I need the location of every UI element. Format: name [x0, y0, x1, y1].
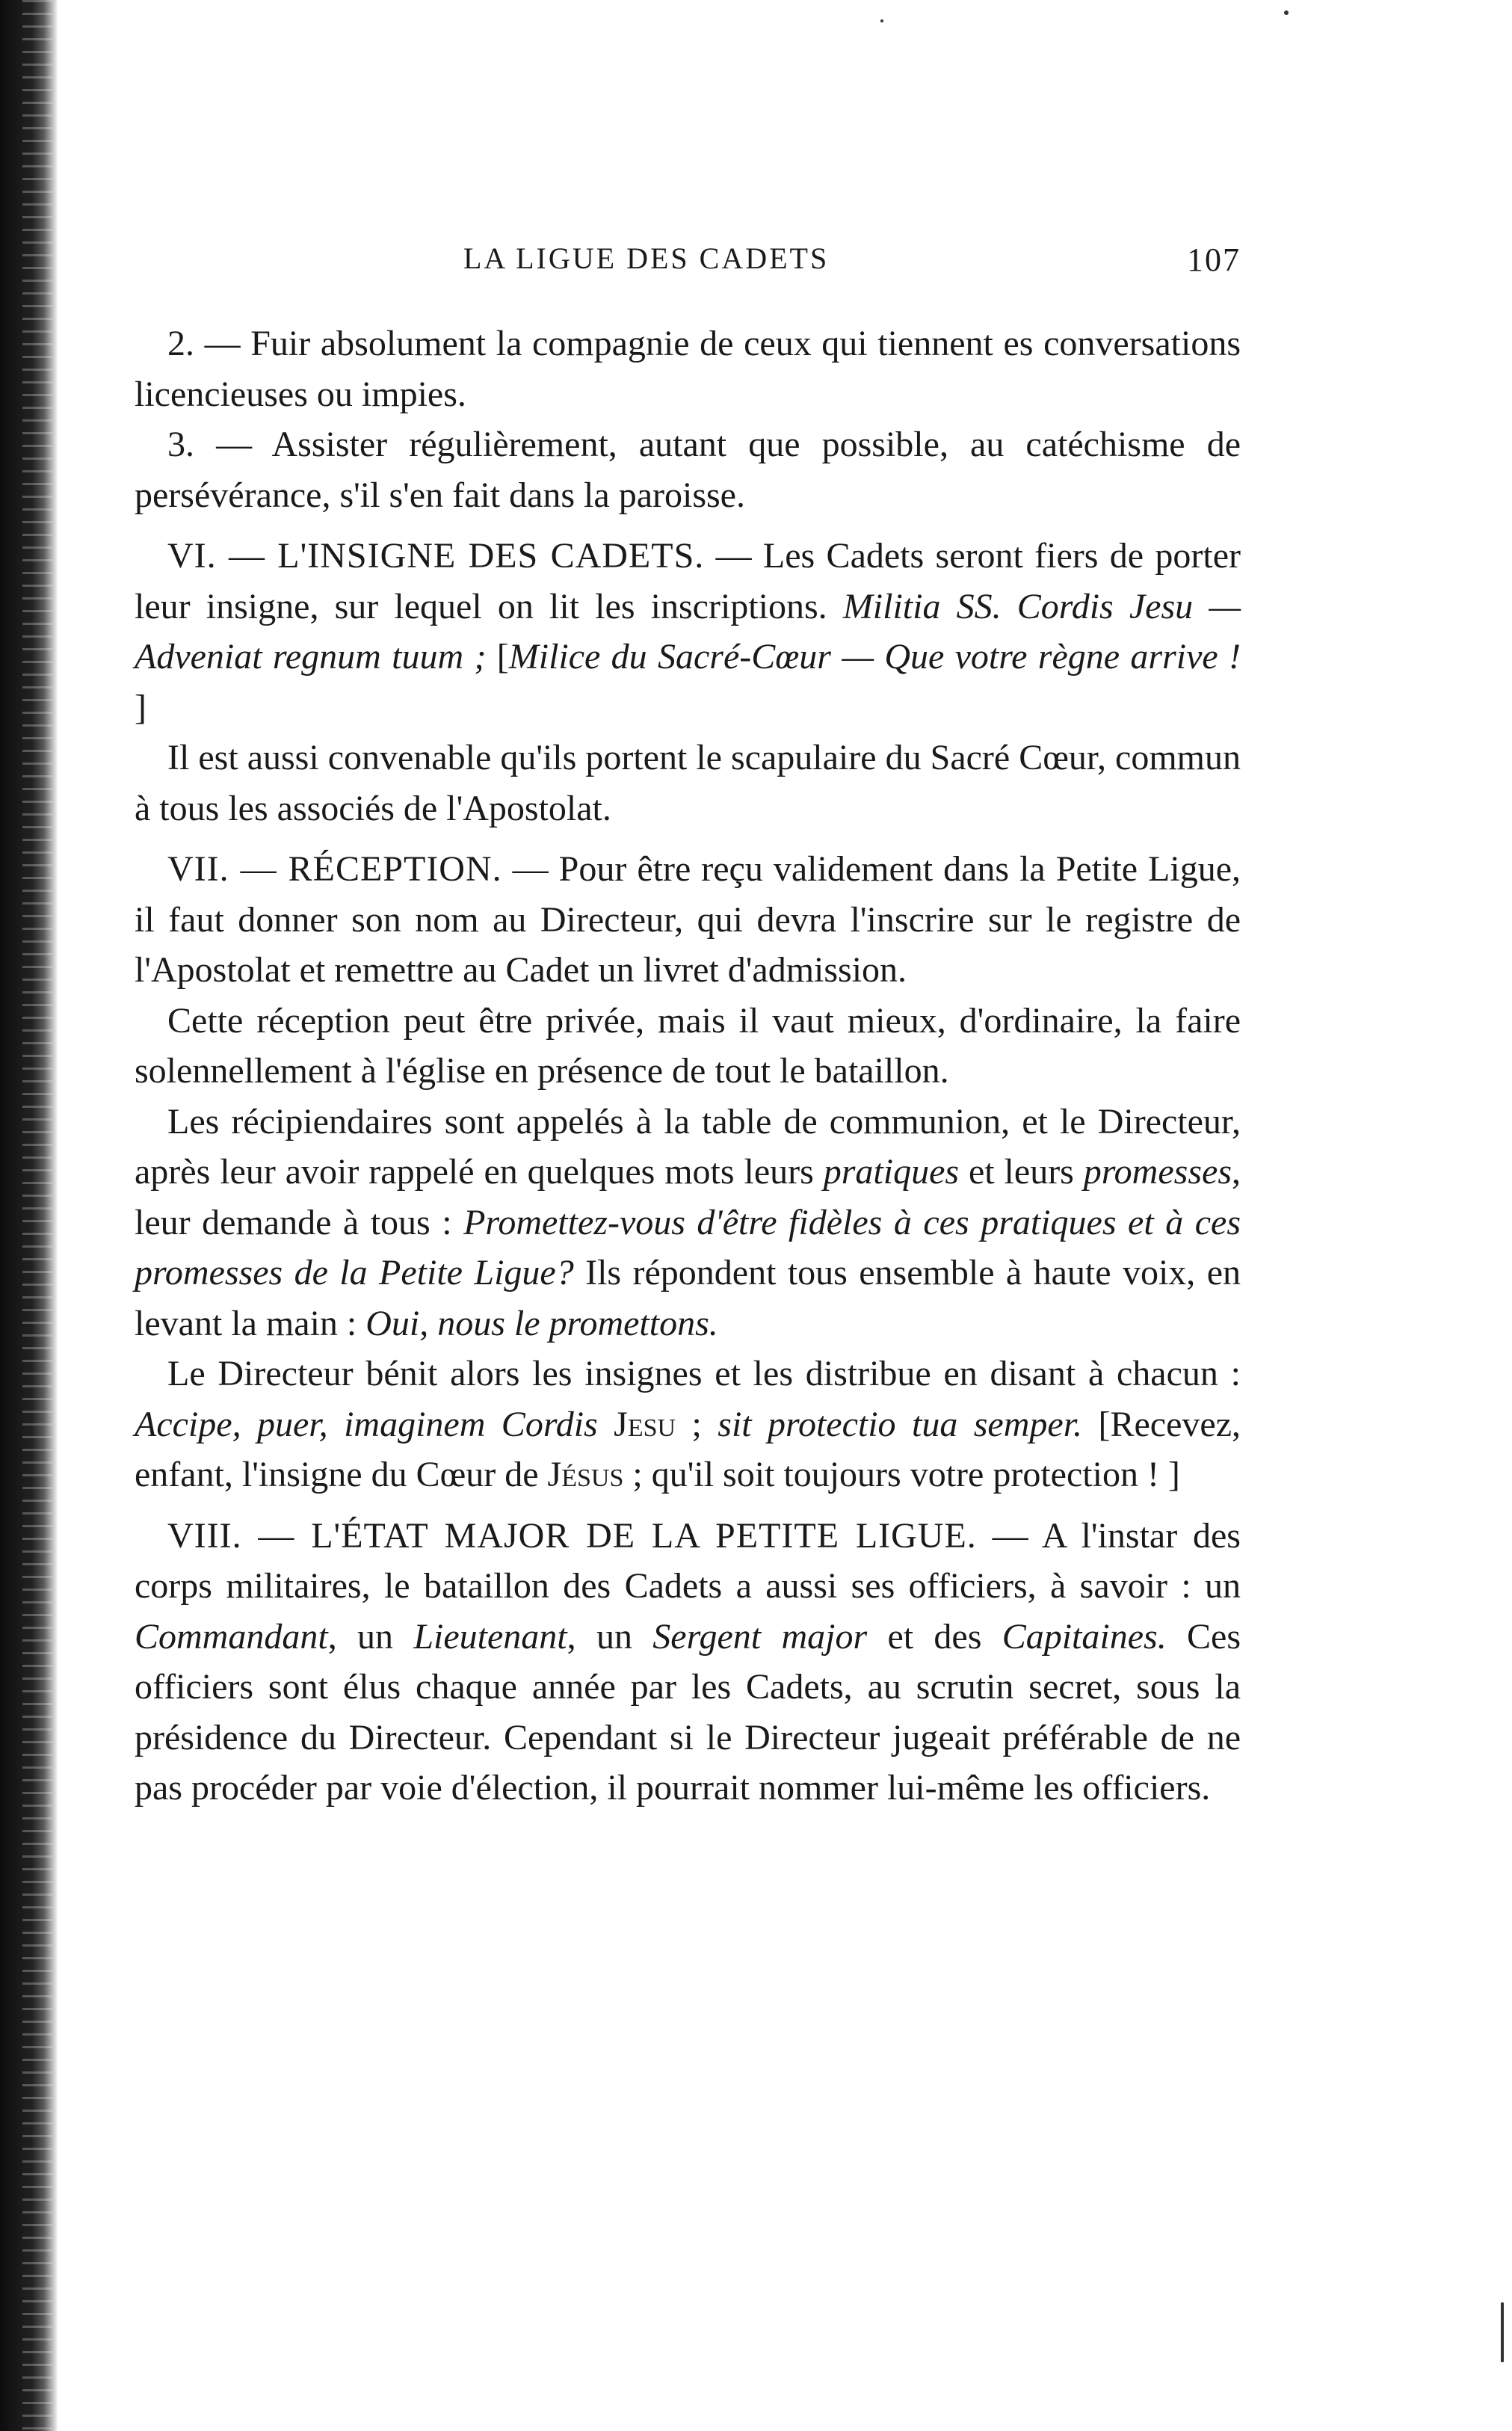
bracket-open: [ — [486, 637, 509, 677]
text-run: Ces officiers sont élus chaque année par les Cadets, au scrutin secret, sous la présidence du Directeur. Cependant si le Directeur jugeait préférable de ne pas procéder par voie d'élection, il pourrait nommer lui-même les officiers. — [135, 1616, 1241, 1808]
paragraph-reception — [135, 996, 1241, 1097]
paragraph-section-vi — [135, 531, 1241, 733]
text-run: ; — [676, 1404, 718, 1444]
scan-speck — [880, 19, 883, 22]
italic-run: pratiques — [823, 1152, 960, 1192]
text-run: , un — [327, 1616, 414, 1657]
italic-answer: Oui, nous le promettons. — [365, 1303, 718, 1343]
page-number: 107 — [1187, 241, 1241, 278]
paragraph-section-vii — [135, 844, 1241, 996]
small-caps-run: Jesu — [597, 1404, 676, 1444]
text-run: et leurs — [959, 1152, 1084, 1192]
paragraph-text: 3. — Assister régulièrement, autant que possible, au catéchisme de persévérance, s'il s'en fait dans la paroisse. — [135, 425, 1241, 515]
page-binding-texture — [22, 0, 52, 2431]
text-run: Les récipiendaires sont appelés à la table de communion, et le Directeur, après leur avoir rappelé en quelques mots leurs — [135, 1101, 1241, 1192]
italic-run: Accipe, puer, imaginem Cordis — [135, 1404, 598, 1444]
text-run: , leur demande à tous : — [135, 1152, 1241, 1242]
italic-inscription: Militia SS. Cordis Jesu — Adveniat regnum tuum ; — [135, 586, 1241, 677]
text-run: Le Directeur bénit alors les insignes et les distribue en disant à chacun : — [167, 1354, 1241, 1393]
section-heading: VI. — L'INSIGNE DES CADETS. — [167, 536, 705, 576]
paragraph-recipiendaires — [135, 1097, 1241, 1349]
italic-translation: Milice du Sacré-Cœur — Que votre règne arrive ! — [508, 637, 1241, 677]
paragraph-benediction — [135, 1349, 1241, 1500]
paragraph-rule-3 — [135, 419, 1241, 520]
scan-speck — [1284, 10, 1289, 15]
italic-run: Capitaines. — [1002, 1616, 1167, 1657]
paragraph-text: — Pour être reçu validement dans la Petite Ligue, il faut donner son nom au Directeur, qui devra l'inscrire sur le registre de l'Apostolat et remettre au Cadet un livret d'admission. — [135, 849, 1241, 990]
text-run: ; qu'il soit toujours votre protection ! ] — [623, 1455, 1180, 1494]
italic-run: Sergent major — [652, 1616, 868, 1657]
italic-run: Lieutenant — [413, 1616, 567, 1657]
body-text — [135, 318, 1241, 1814]
paragraph-text: 2. — Fuir absolument la compagnie de ceux qui tiennent es conversations licencieuses ou impies. — [135, 324, 1241, 414]
text-run: , un — [567, 1616, 653, 1657]
italic-run: sit protectio tua semper. — [718, 1404, 1083, 1444]
book-page — [135, 238, 1241, 1814]
paragraph-scapulaire — [135, 733, 1241, 834]
paragraph-text: — Les Cadets seront fiers de porter leur insigne, sur lequel on lit les inscriptions. — [135, 536, 1241, 626]
running-title: LA LIGUE DES CADETS — [463, 241, 830, 275]
italic-run: promesses — [1083, 1152, 1232, 1192]
text-run: et des — [867, 1616, 1002, 1657]
italic-run: Commandant — [135, 1616, 328, 1657]
italic-question: Promettez-vous d'être fidèles à ces pratiques et à ces promesses de la Petite Ligue? — [135, 1202, 1241, 1292]
section-heading: VII. — RÉCEPTION. — [167, 849, 502, 889]
text-run: — A l'instar des corps militaires, le bataillon des Cadets a aussi ses officiers, à savoir : un — [135, 1515, 1241, 1606]
scan-speck — [1501, 2302, 1504, 2362]
paragraph-text: Il est aussi convenable qu'ils portent le scapulaire du Sacré Cœur, commun à tous les associés de l'Apostolat. — [135, 738, 1241, 828]
paragraph-section-viii — [135, 1511, 1241, 1814]
small-caps-run: Jésus — [547, 1455, 624, 1494]
paragraph-rule-2 — [135, 318, 1241, 419]
section-heading: VIII. — L'ÉTAT MAJOR DE LA PETITE LIGUE. — [167, 1515, 977, 1556]
text-run: [Recevez, enfant, l'insigne du Cœur de — [135, 1404, 1241, 1494]
running-head — [135, 238, 1241, 298]
paragraph-text: Cette réception peut être privée, mais il vaut mieux, d'ordinaire, la faire solennellement à l'église en présence de tout le bataillon. — [135, 1000, 1241, 1091]
text-run: Ils répondent tous ensemble à haute voix, en levant la main : — [135, 1253, 1241, 1343]
bracket-close: ] — [135, 687, 146, 727]
